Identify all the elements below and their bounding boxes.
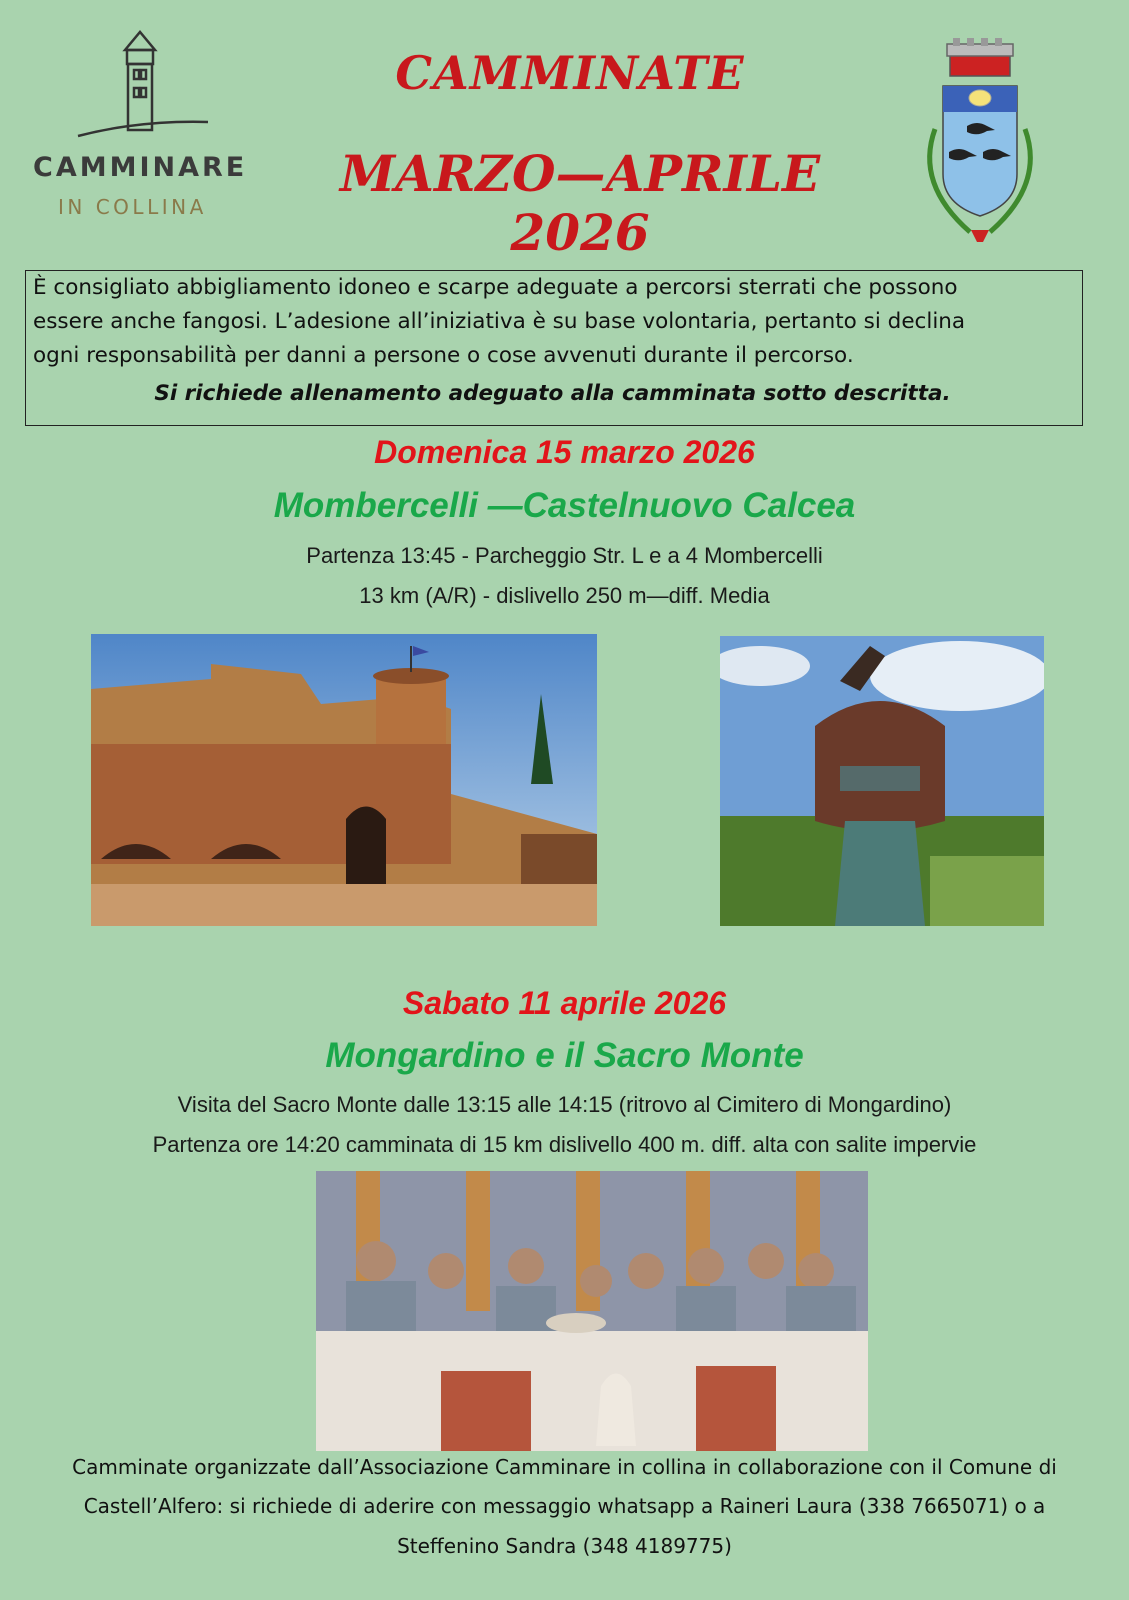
footer-line-2: Castell’Alfero: si richiede di aderire con messaggio whatsapp a Raineri Laura (338 7665071) o a <box>83 1494 1046 1518</box>
sacro-monte-photo <box>316 1171 868 1451</box>
logo-line1: CAMMINARE <box>33 152 248 183</box>
event1-date: Domenica 15 marzo 2026 <box>374 434 755 470</box>
notice-box <box>25 270 1083 426</box>
event2-info-2: Partenza ore 14:20 camminata di 15 km dislivello 400 m. diff. alta con salite impervie <box>152 1132 977 1157</box>
castle-photo <box>91 634 597 926</box>
bell-tower-icon <box>30 28 265 143</box>
page-subtitle: MARZO—APRILE 2026 <box>339 144 821 262</box>
footer-line-1: Camminate organizzate dall’Associazione Camminare in collina in collaborazione con il Comune di <box>72 1455 1057 1479</box>
camminare-logo <box>30 28 265 228</box>
event1-place: Mombercelli —Castelnuovo Calcea <box>273 486 856 525</box>
event2-info-1: Visita del Sacro Monte dalle 13:15 alle 14:15 (ritrovo al Cimitero di Mongardino) <box>177 1092 952 1117</box>
event1-info-1: Partenza 13:45 - Parcheggio Str. L e a 4 Mombercelli <box>306 543 823 568</box>
sculpture-photo <box>720 636 1044 926</box>
page-title: CAMMINATE <box>395 46 745 100</box>
coat-of-arms-icon <box>905 34 1055 244</box>
notice-line-1: È consigliato abbigliamento idoneo e scarpe adeguate a percorsi sterrati che possono <box>33 275 958 300</box>
footer-line-3: Steffenino Sandra (348 4189775) <box>397 1534 732 1558</box>
event2-place: Mongardino e il Sacro Monte <box>325 1036 804 1075</box>
notice-line-2: essere anche fangosi. L’adesione all’iniziativa è su base volontaria, pertanto si declina <box>33 309 966 334</box>
logo-line2: IN COLLINA <box>58 195 207 219</box>
event2-date: Sabato 11 aprile 2026 <box>402 985 727 1021</box>
event1-info-2: 13 km (A/R) - dislivello 250 m—diff. Media <box>359 583 770 608</box>
notice-line-3: ogni responsabilità per danni a persone o cose avvenuti durante il percorso. <box>33 343 854 368</box>
notice-emphasis: Si richiede allenamento adeguato alla camminata sotto descritta. <box>154 381 951 406</box>
